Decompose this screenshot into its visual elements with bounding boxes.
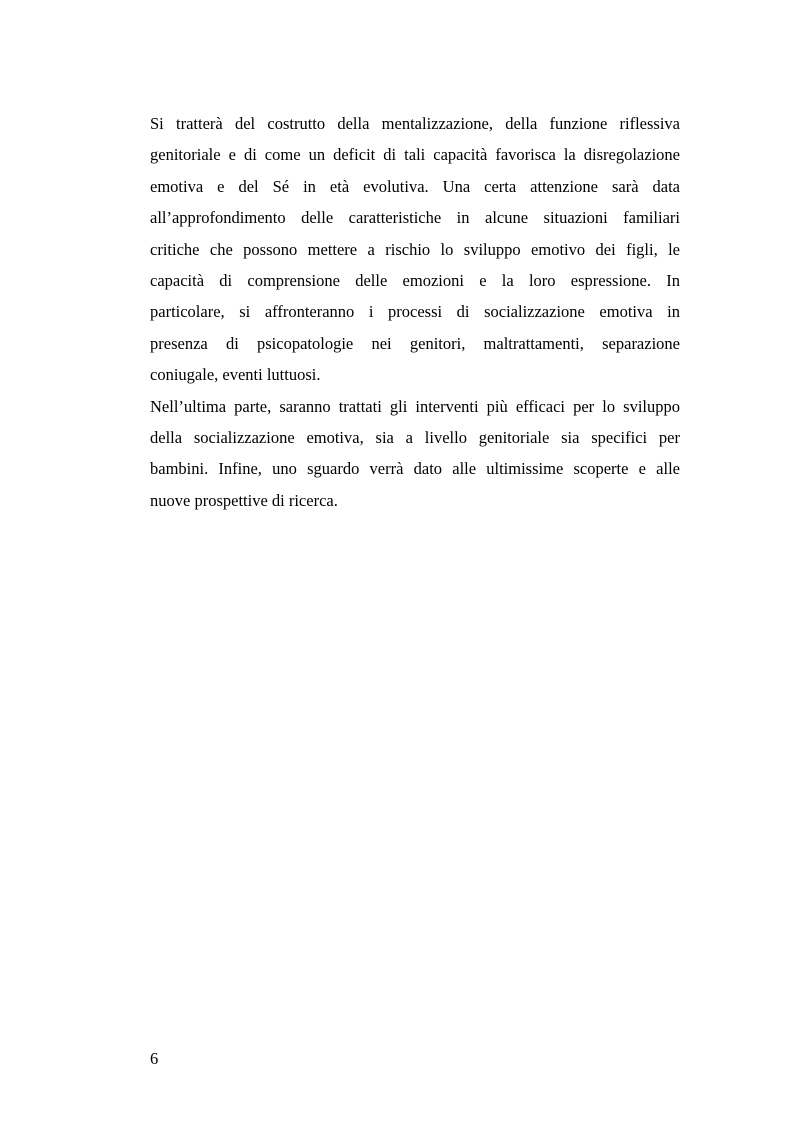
text-line: nuove prospettive di ricerca. bbox=[150, 490, 338, 510]
text-line: presenza di psicopatologie nei genitori, maltrattamenti, separazione bbox=[150, 333, 680, 353]
text-line: coniugale, eventi luttuosi. bbox=[150, 365, 321, 385]
text-line: Nell’ultima parte, saranno trattati gli interventi più efficaci per lo sviluppo bbox=[150, 396, 680, 416]
body-text bbox=[150, 108, 680, 516]
text-line: particolare, si affronteranno i processi di socializzazione emotiva in bbox=[150, 302, 680, 322]
text-line: Si tratterà del costrutto della mentalizzazione, della funzione riflessiva bbox=[150, 114, 680, 133]
text-line: all’approfondimento delle caratteristiche in alcune situazioni familiari bbox=[150, 208, 680, 228]
text-line: critiche che possono mettere a rischio lo sviluppo emotivo dei figli, le bbox=[150, 239, 680, 259]
text-line: della socializzazione emotiva, sia a livello genitoriale sia specifici per bbox=[150, 427, 680, 447]
paragraph bbox=[150, 108, 680, 391]
text-line: emotiva e del Sé in età evolutiva. Una certa attenzione sarà data bbox=[150, 176, 680, 196]
text-line: bambini. Infine, uno sguardo verrà dato alle ultimissime scoperte e alle bbox=[150, 459, 680, 479]
text-line: genitoriale e di come un deficit di tali capacità favorisca la disregolazione bbox=[150, 145, 680, 165]
page-number: 6 bbox=[150, 1049, 159, 1068]
text-line: capacità di comprensione delle emozioni e la loro espressione. In bbox=[150, 270, 680, 290]
paragraph bbox=[150, 391, 680, 517]
